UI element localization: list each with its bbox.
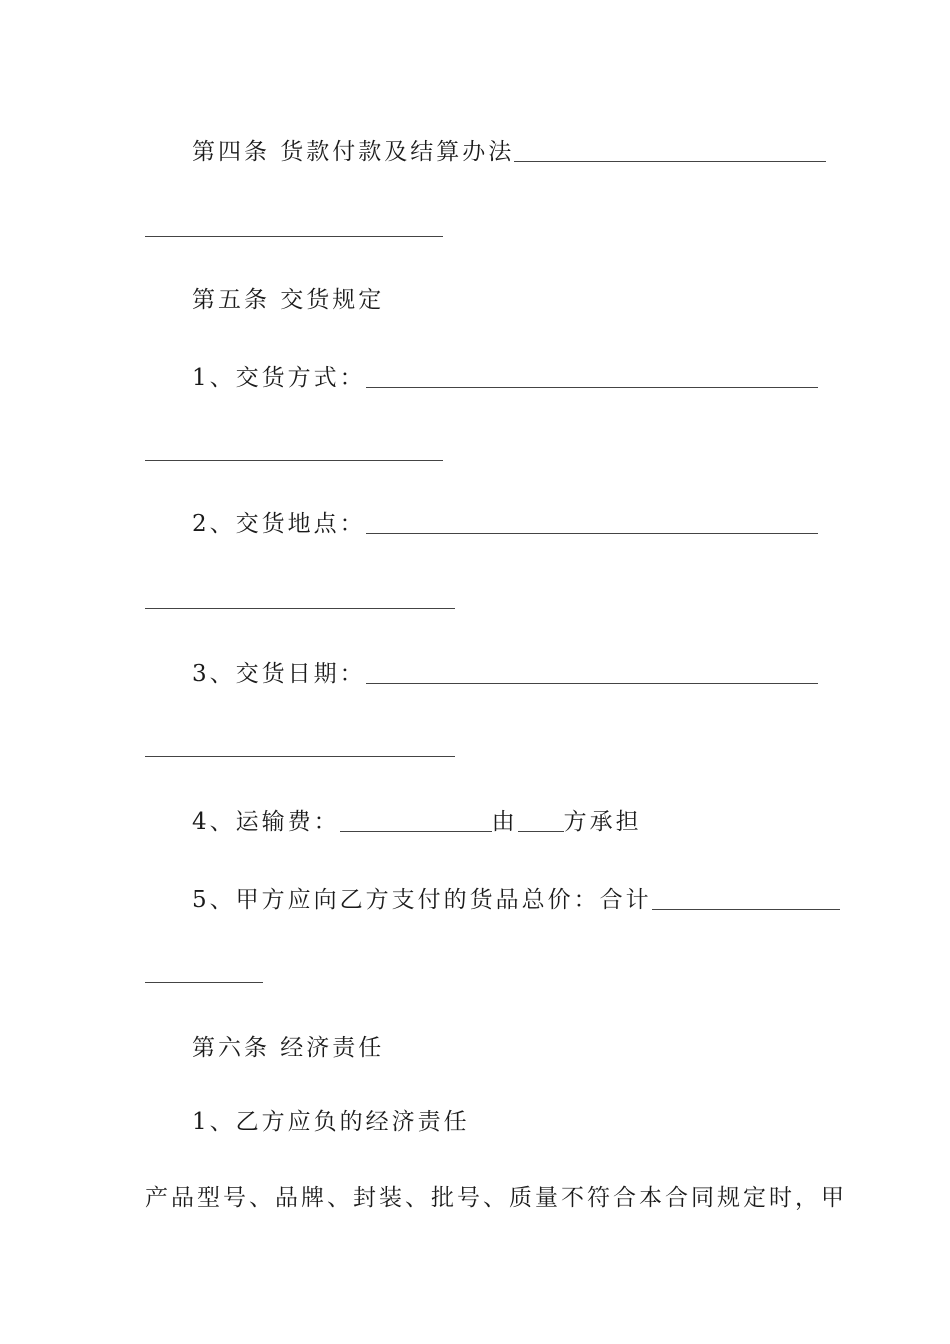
total-price-row [192,884,840,916]
total-price-blank[interactable] [652,885,840,910]
freight-by-text: 由 [491,809,518,835]
freight-bear-text: 方承担 [563,809,642,835]
delivery-method-label: 1、交货方式： [192,365,366,391]
delivery-date-blank-continued[interactable] [145,756,455,757]
article5-heading-row [192,284,384,316]
delivery-place-label: 2、交货地点： [192,511,366,537]
delivery-date-blank[interactable] [366,659,818,684]
article6-heading: 第六条 经济责任 [192,1035,385,1061]
article5-heading: 第五条 交货规定 [192,287,385,313]
article4-row [192,136,826,168]
freight-amount-blank[interactable] [340,807,492,832]
liability-paragraph-row [145,1182,847,1214]
payment-method-blank[interactable] [514,137,826,162]
delivery-method-blank[interactable] [366,363,818,388]
freight-label: 4、运输费： [192,809,340,835]
total-price-label: 5、甲方应向乙方支付的货品总价：合计 [192,887,652,913]
article6-heading-row [192,1032,384,1064]
delivery-method-blank-continued[interactable] [145,460,443,461]
seller-liability-label: 1、乙方应负的经济责任 [192,1109,470,1135]
freight-party-blank[interactable] [518,807,564,832]
freight-row [192,806,642,838]
payment-method-blank-continued[interactable] [145,236,443,237]
article4-heading: 第四条 货款付款及结算办法 [192,139,515,165]
delivery-place-row [192,508,818,540]
seller-liability-row [192,1106,470,1138]
delivery-date-row [192,658,818,690]
delivery-method-row [192,362,818,394]
total-price-blank-continued[interactable] [145,982,263,983]
delivery-place-blank[interactable] [366,509,818,534]
liability-paragraph: 产品型号、品牌、封装、批号、质量不符合本合同规定时，甲 [145,1185,847,1211]
delivery-date-label: 3、交货日期： [192,661,366,687]
delivery-place-blank-continued[interactable] [145,608,455,609]
